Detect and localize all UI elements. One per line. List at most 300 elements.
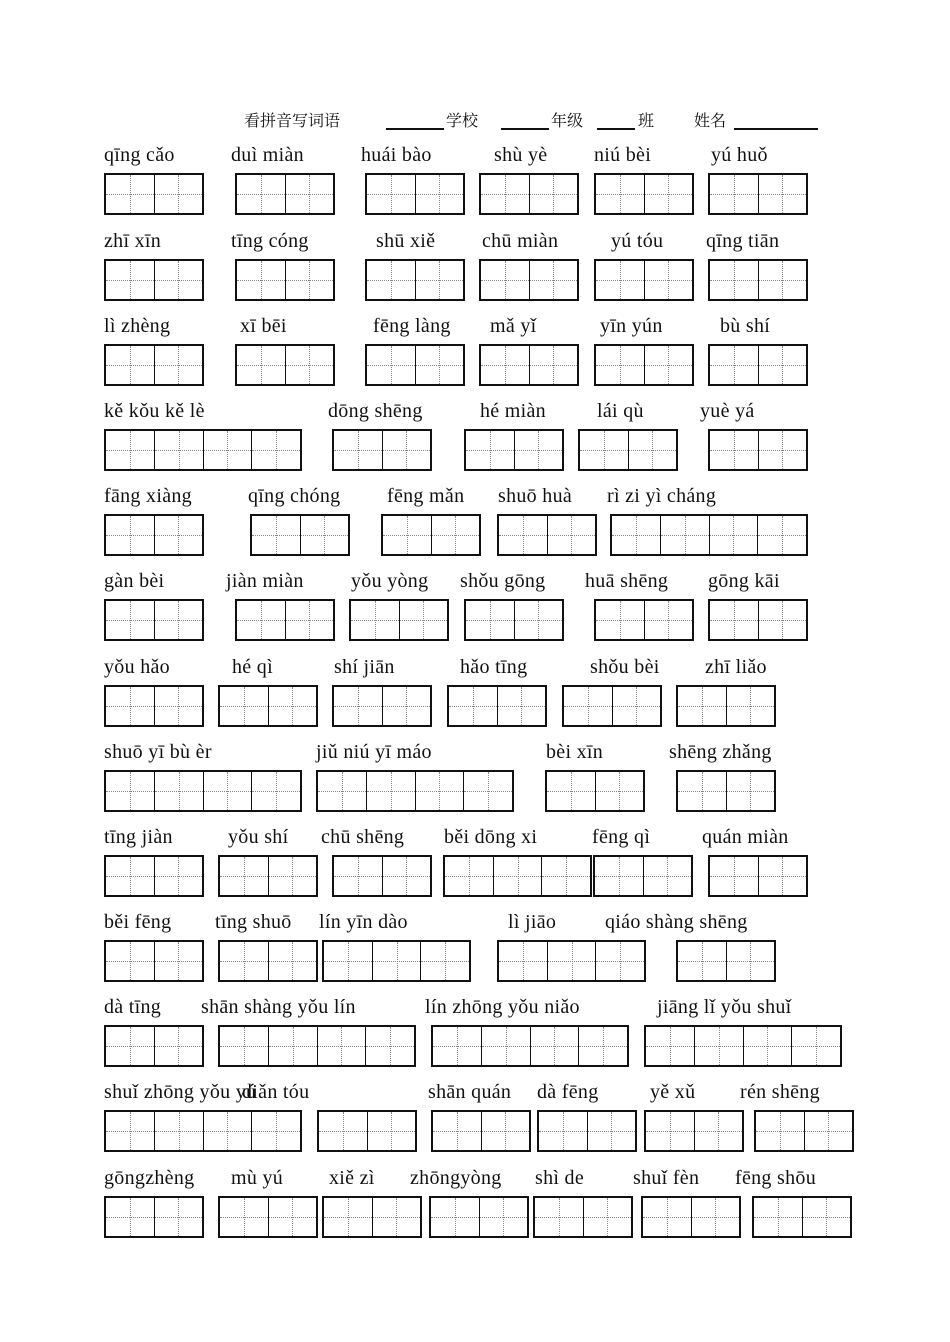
- tianzige-cell[interactable]: [541, 857, 590, 895]
- tianzige-cell[interactable]: [334, 431, 382, 469]
- tianzige-cell[interactable]: [529, 175, 578, 213]
- tianzige-cell[interactable]: [154, 687, 203, 725]
- tianzige-cell[interactable]: [154, 772, 203, 810]
- tianzige-cell[interactable]: [106, 1198, 154, 1236]
- pinyin-label: quán miàn: [702, 826, 789, 848]
- tianzige-group[interactable]: [610, 514, 808, 556]
- tianzige-cell[interactable]: [596, 346, 644, 384]
- tianzige-group[interactable]: [332, 855, 432, 897]
- tianzige-cell[interactable]: [237, 175, 285, 213]
- tianzige-cell[interactable]: [612, 687, 661, 725]
- tianzige-cell[interactable]: [268, 857, 317, 895]
- tianzige-cell[interactable]: [433, 1112, 481, 1150]
- tianzige-cell[interactable]: [220, 687, 268, 725]
- tianzige-cell[interactable]: [154, 175, 203, 213]
- tianzige-cell[interactable]: [756, 1112, 804, 1150]
- pinyin-label: zhī liǎo: [705, 656, 767, 678]
- tianzige-cell[interactable]: [367, 346, 415, 384]
- tianzige-cell[interactable]: [644, 346, 693, 384]
- pinyin-label: gōngzhèng: [104, 1167, 195, 1189]
- tianzige-cell[interactable]: [317, 1027, 366, 1065]
- tianzige-group[interactable]: [218, 940, 318, 982]
- tianzige-cell[interactable]: [220, 857, 268, 895]
- pinyin-label: huái bào: [361, 144, 432, 166]
- pinyin-label: kě kǒu kě lè: [104, 400, 205, 422]
- tianzige-cell[interactable]: [529, 261, 578, 299]
- tianzige-group[interactable]: [104, 1196, 204, 1238]
- tianzige-group[interactable]: [708, 855, 808, 897]
- tianzige-cell[interactable]: [530, 1027, 579, 1065]
- tianzige-cell[interactable]: [539, 1112, 587, 1150]
- pinyin-label: tīng cóng: [231, 230, 309, 252]
- tianzige-cell[interactable]: [445, 857, 493, 895]
- tianzige-cell[interactable]: [646, 1112, 694, 1150]
- tianzige-group[interactable]: [365, 344, 465, 386]
- class-blank[interactable]: [597, 128, 635, 130]
- tianzige-cell[interactable]: [285, 261, 334, 299]
- tianzige-cell[interactable]: [595, 857, 643, 895]
- tianzige-cell[interactable]: [106, 857, 154, 895]
- tianzige-group[interactable]: [365, 173, 465, 215]
- tianzige-cell[interactable]: [726, 687, 775, 725]
- tianzige-cell[interactable]: [268, 942, 317, 980]
- tianzige-group[interactable]: [479, 259, 579, 301]
- tianzige-group[interactable]: [104, 429, 302, 471]
- tianzige-cell[interactable]: [694, 1112, 743, 1150]
- tianzige-cell[interactable]: [351, 601, 399, 639]
- tianzige-group[interactable]: [104, 940, 204, 982]
- pinyin-label: gōng kāi: [708, 570, 780, 592]
- tianzige-cell[interactable]: [514, 431, 563, 469]
- tianzige-cell[interactable]: [499, 942, 547, 980]
- pinyin-label: lì jiāo: [508, 911, 557, 933]
- tianzige-group[interactable]: [322, 1196, 422, 1238]
- tianzige-cell[interactable]: [758, 175, 807, 213]
- tianzige-cell[interactable]: [106, 1112, 154, 1150]
- pinyin-label: fēng làng: [373, 315, 451, 337]
- tianzige-cell[interactable]: [535, 1198, 583, 1236]
- tianzige-cell[interactable]: [382, 857, 431, 895]
- tianzige-group[interactable]: [104, 344, 204, 386]
- tianzige-cell[interactable]: [220, 1198, 268, 1236]
- tianzige-cell[interactable]: [415, 772, 464, 810]
- tianzige-cell[interactable]: [449, 687, 497, 725]
- tianzige-cell[interactable]: [154, 601, 203, 639]
- pinyin-label: hé qì: [232, 656, 273, 678]
- pinyin-label: shǒu gōng: [460, 570, 546, 592]
- tianzige-cell[interactable]: [580, 431, 628, 469]
- tianzige-group[interactable]: [431, 1110, 531, 1152]
- pinyin-label: fēng mǎn: [387, 485, 465, 507]
- tianzige-cell[interactable]: [678, 942, 726, 980]
- tianzige-cell[interactable]: [106, 601, 154, 639]
- tianzige-cell[interactable]: [154, 1112, 203, 1150]
- pinyin-label: shēng zhǎng: [669, 741, 772, 763]
- tianzige-cell[interactable]: [367, 175, 415, 213]
- tianzige-cell[interactable]: [268, 1198, 317, 1236]
- tianzige-cell[interactable]: [106, 261, 154, 299]
- tianzige-cell[interactable]: [285, 346, 334, 384]
- tianzige-cell[interactable]: [758, 601, 807, 639]
- tianzige-cell[interactable]: [678, 687, 726, 725]
- pinyin-label: yě xǔ: [650, 1081, 696, 1103]
- tianzige-group[interactable]: [322, 940, 471, 982]
- tianzige-cell[interactable]: [420, 942, 469, 980]
- pinyin-label: shuǐ zhōng yǒu yú: [104, 1081, 257, 1103]
- tianzige-group[interactable]: [594, 344, 694, 386]
- tianzige-group[interactable]: [676, 685, 776, 727]
- tianzige-cell[interactable]: [203, 772, 252, 810]
- tianzige-cell[interactable]: [106, 942, 154, 980]
- pinyin-label: qiáo shàng shēng: [605, 911, 748, 933]
- tianzige-cell[interactable]: [481, 1027, 530, 1065]
- tianzige-cell[interactable]: [595, 772, 644, 810]
- tianzige-group[interactable]: [708, 173, 808, 215]
- tianzige-group[interactable]: [594, 259, 694, 301]
- tianzige-group[interactable]: [447, 685, 547, 727]
- tianzige-cell[interactable]: [431, 516, 480, 554]
- tianzige-group[interactable]: [317, 1110, 417, 1152]
- tianzige-group[interactable]: [332, 429, 432, 471]
- tianzige-cell[interactable]: [758, 431, 807, 469]
- tianzige-cell[interactable]: [529, 346, 578, 384]
- tianzige-cell[interactable]: [710, 431, 758, 469]
- tianzige-cell[interactable]: [791, 1027, 840, 1065]
- pinyin-label: yuè yá: [700, 400, 755, 422]
- tianzige-cell[interactable]: [463, 772, 512, 810]
- pinyin-label: lì zhèng: [104, 315, 171, 337]
- pinyin-label: shuō huà: [498, 485, 573, 507]
- tianzige-group[interactable]: [676, 770, 776, 812]
- tianzige-cell[interactable]: [710, 857, 758, 895]
- tianzige-cell[interactable]: [596, 261, 644, 299]
- tianzige-cell[interactable]: [372, 1198, 421, 1236]
- tianzige-cell[interactable]: [399, 601, 448, 639]
- name-blank[interactable]: [734, 128, 818, 130]
- tianzige-cell[interactable]: [694, 1027, 743, 1065]
- tianzige-cell[interactable]: [644, 175, 693, 213]
- pinyin-label: rén shēng: [740, 1081, 820, 1103]
- school-blank[interactable]: [386, 128, 444, 130]
- pinyin-label: hǎo tīng: [460, 656, 528, 678]
- tianzige-cell[interactable]: [203, 431, 252, 469]
- tianzige-cell[interactable]: [415, 175, 464, 213]
- tianzige-group[interactable]: [218, 685, 318, 727]
- tianzige-cell[interactable]: [106, 175, 154, 213]
- pinyin-label: lín zhōng yǒu niǎo: [425, 996, 580, 1018]
- tianzige-group[interactable]: [479, 173, 579, 215]
- tianzige-cell[interactable]: [366, 772, 415, 810]
- tianzige-cell[interactable]: [804, 1112, 853, 1150]
- tianzige-cell[interactable]: [547, 772, 595, 810]
- pinyin-label: fēng shōu: [735, 1167, 817, 1189]
- tianzige-cell[interactable]: [493, 857, 542, 895]
- tianzige-cell[interactable]: [237, 261, 285, 299]
- tianzige-group[interactable]: [104, 1110, 302, 1152]
- pinyin-label: lín yīn dào: [319, 911, 408, 933]
- tianzige-group[interactable]: [537, 1110, 637, 1152]
- tianzige-cell[interactable]: [319, 1112, 367, 1150]
- tianzige-cell[interactable]: [382, 687, 431, 725]
- tianzige-cell[interactable]: [499, 516, 547, 554]
- pinyin-label: shān quán: [428, 1081, 512, 1103]
- tianzige-cell[interactable]: [154, 346, 203, 384]
- tianzige-group[interactable]: [641, 1196, 741, 1238]
- tianzige-cell[interactable]: [154, 1027, 203, 1065]
- tianzige-group[interactable]: [752, 1196, 852, 1238]
- tianzige-cell[interactable]: [433, 1027, 481, 1065]
- tianzige-group[interactable]: [708, 259, 808, 301]
- tianzige-cell[interactable]: [324, 942, 372, 980]
- tianzige-group[interactable]: [104, 855, 204, 897]
- tianzige-group[interactable]: [218, 1196, 318, 1238]
- tianzige-cell[interactable]: [646, 1027, 694, 1065]
- tianzige-cell[interactable]: [154, 516, 203, 554]
- tianzige-cell[interactable]: [106, 516, 154, 554]
- tianzige-group[interactable]: [104, 599, 204, 641]
- tianzige-cell[interactable]: [564, 687, 612, 725]
- tianzige-cell[interactable]: [268, 687, 317, 725]
- tianzige-cell[interactable]: [367, 1112, 416, 1150]
- tianzige-cell[interactable]: [628, 431, 677, 469]
- tianzige-group[interactable]: [235, 599, 335, 641]
- tianzige-group[interactable]: [497, 940, 646, 982]
- tianzige-cell[interactable]: [802, 1198, 851, 1236]
- tianzige-cell[interactable]: [285, 175, 334, 213]
- tianzige-cell[interactable]: [324, 1198, 372, 1236]
- pinyin-label: niú bèi: [594, 144, 652, 166]
- pinyin-label: tīng shuō: [215, 911, 292, 933]
- tianzige-cell[interactable]: [710, 601, 758, 639]
- pinyin-label: qīng cǎo: [104, 144, 175, 166]
- worksheet-header: [0, 108, 950, 132]
- tianzige-cell[interactable]: [481, 346, 529, 384]
- tianzige-cell[interactable]: [587, 1112, 636, 1150]
- tianzige-group[interactable]: [464, 599, 564, 641]
- tianzige-group[interactable]: [349, 599, 449, 641]
- pinyin-label: dà tīng: [104, 996, 162, 1018]
- tianzige-group[interactable]: [104, 770, 302, 812]
- tianzige-cell[interactable]: [547, 516, 596, 554]
- tianzige-group[interactable]: [429, 1196, 529, 1238]
- tianzige-cell[interactable]: [154, 261, 203, 299]
- tianzige-cell[interactable]: [252, 516, 300, 554]
- tianzige-cell[interactable]: [251, 1112, 300, 1150]
- tianzige-cell[interactable]: [466, 601, 514, 639]
- tianzige-group[interactable]: [235, 173, 335, 215]
- pinyin-label: yǒu hǎo: [104, 656, 170, 678]
- tianzige-cell[interactable]: [382, 431, 431, 469]
- pinyin-label: běi dōng xi: [444, 826, 538, 848]
- pinyin-label: mù yú: [231, 1167, 284, 1189]
- tianzige-group[interactable]: [594, 599, 694, 641]
- pinyin-label: huā shēng: [585, 570, 669, 592]
- tianzige-group[interactable]: [464, 429, 564, 471]
- pinyin-label: yǒu shí: [228, 826, 289, 848]
- pinyin-label: lái qù: [597, 400, 644, 422]
- pinyin-label: shuǐ fèn: [633, 1167, 700, 1189]
- tianzige-group[interactable]: [316, 770, 514, 812]
- tianzige-group[interactable]: [250, 514, 350, 556]
- tianzige-cell[interactable]: [709, 516, 758, 554]
- tianzige-cell[interactable]: [383, 516, 431, 554]
- tianzige-cell[interactable]: [203, 1112, 252, 1150]
- tianzige-cell[interactable]: [466, 431, 514, 469]
- tianzige-group[interactable]: [578, 429, 678, 471]
- tianzige-group[interactable]: [545, 770, 645, 812]
- tianzige-cell[interactable]: [691, 1198, 740, 1236]
- tianzige-group[interactable]: [104, 514, 204, 556]
- tianzige-cell[interactable]: [237, 346, 285, 384]
- pinyin-label: shì de: [535, 1167, 585, 1189]
- pinyin-label: hé miàn: [480, 400, 546, 422]
- tianzige-cell[interactable]: [251, 772, 300, 810]
- tianzige-group[interactable]: [431, 1025, 629, 1067]
- pinyin-label: shū xiě: [376, 230, 436, 252]
- tianzige-group[interactable]: [644, 1025, 842, 1067]
- tianzige-cell[interactable]: [612, 516, 660, 554]
- tianzige-cell[interactable]: [644, 601, 693, 639]
- tianzige-cell[interactable]: [154, 857, 203, 895]
- name-label: 姓名: [694, 113, 727, 130]
- tianzige-cell[interactable]: [643, 857, 692, 895]
- tianzige-cell[interactable]: [154, 942, 203, 980]
- tianzige-cell[interactable]: [754, 1198, 802, 1236]
- tianzige-cell[interactable]: [237, 601, 285, 639]
- tianzige-cell[interactable]: [758, 261, 807, 299]
- tianzige-cell[interactable]: [106, 687, 154, 725]
- pinyin-label: bù shí: [720, 315, 771, 337]
- school-label: 学校: [446, 113, 479, 130]
- pinyin-label: shí jiān: [334, 656, 395, 678]
- tianzige-group[interactable]: [754, 1110, 854, 1152]
- tianzige-cell[interactable]: [220, 942, 268, 980]
- tianzige-cell[interactable]: [660, 516, 709, 554]
- tianzige-cell[interactable]: [300, 516, 349, 554]
- tianzige-cell[interactable]: [365, 1027, 414, 1065]
- tianzige-cell[interactable]: [106, 346, 154, 384]
- pinyin-label: zhōngyòng: [410, 1167, 502, 1189]
- tianzige-group[interactable]: [104, 173, 204, 215]
- tianzige-cell[interactable]: [372, 942, 421, 980]
- pinyin-label: yú huǒ: [711, 144, 768, 166]
- pinyin-label: jiàn miàn: [226, 570, 304, 592]
- tianzige-group[interactable]: [676, 940, 776, 982]
- tianzige-cell[interactable]: [481, 1112, 530, 1150]
- tianzige-cell[interactable]: [710, 175, 758, 213]
- tianzige-cell[interactable]: [547, 942, 596, 980]
- tianzige-group[interactable]: [365, 259, 465, 301]
- tianzige-group[interactable]: [104, 259, 204, 301]
- tianzige-cell[interactable]: [726, 772, 775, 810]
- pinyin-label: shǒu bèi: [590, 656, 660, 678]
- tianzige-cell[interactable]: [318, 772, 366, 810]
- pinyin-label: rì zi yì cháng: [607, 485, 717, 507]
- tianzige-group[interactable]: [235, 344, 335, 386]
- pinyin-label: duì miàn: [231, 144, 304, 166]
- tianzige-group[interactable]: [104, 685, 204, 727]
- tianzige-cell[interactable]: [481, 175, 529, 213]
- tianzige-group[interactable]: [708, 344, 808, 386]
- tianzige-cell[interactable]: [758, 346, 807, 384]
- tianzige-cell[interactable]: [431, 1198, 479, 1236]
- tianzige-group[interactable]: [443, 855, 592, 897]
- pinyin-label: mǎ yǐ: [490, 315, 537, 337]
- tianzige-cell[interactable]: [514, 601, 563, 639]
- tianzige-group[interactable]: [644, 1110, 744, 1152]
- pinyin-label: xī bēi: [240, 315, 287, 337]
- tianzige-cell[interactable]: [106, 772, 154, 810]
- tianzige-group[interactable]: [708, 599, 808, 641]
- tianzige-group[interactable]: [381, 514, 481, 556]
- pinyin-label: běi fēng: [104, 911, 172, 933]
- tianzige-cell[interactable]: [268, 1027, 317, 1065]
- grade-blank[interactable]: [501, 128, 549, 130]
- tianzige-group[interactable]: [497, 514, 597, 556]
- tianzige-cell[interactable]: [481, 261, 529, 299]
- tianzige-cell[interactable]: [415, 346, 464, 384]
- tianzige-cell[interactable]: [644, 261, 693, 299]
- pinyin-label: gàn bèi: [104, 570, 165, 592]
- tianzige-cell[interactable]: [583, 1198, 632, 1236]
- tianzige-group[interactable]: [593, 855, 693, 897]
- tianzige-cell[interactable]: [367, 261, 415, 299]
- tianzige-cell[interactable]: [743, 1027, 792, 1065]
- tianzige-cell[interactable]: [578, 1027, 627, 1065]
- tianzige-group[interactable]: [594, 173, 694, 215]
- worksheet-title: 看拼音写词语: [244, 113, 341, 130]
- tianzige-cell[interactable]: [251, 431, 300, 469]
- tianzige-cell[interactable]: [710, 346, 758, 384]
- tianzige-cell[interactable]: [497, 687, 546, 725]
- tianzige-cell[interactable]: [726, 942, 775, 980]
- tianzige-group[interactable]: [479, 344, 579, 386]
- class-label: 班: [638, 113, 655, 130]
- tianzige-group[interactable]: [104, 1025, 204, 1067]
- pinyin-label: shuō yī bù èr: [104, 741, 212, 763]
- tianzige-group[interactable]: [533, 1196, 633, 1238]
- tianzige-cell[interactable]: [334, 857, 382, 895]
- tianzige-cell[interactable]: [479, 1198, 528, 1236]
- pinyin-label: jiǔ niú yī máo: [316, 741, 432, 763]
- tianzige-cell[interactable]: [106, 431, 154, 469]
- pinyin-label: fēng qì: [592, 826, 651, 848]
- tianzige-cell[interactable]: [596, 175, 644, 213]
- tianzige-cell[interactable]: [710, 261, 758, 299]
- tianzige-cell[interactable]: [595, 942, 644, 980]
- tianzige-group[interactable]: [235, 259, 335, 301]
- tianzige-group[interactable]: [218, 1025, 416, 1067]
- tianzige-group[interactable]: [562, 685, 662, 727]
- tianzige-cell[interactable]: [154, 1198, 203, 1236]
- tianzige-cell[interactable]: [154, 431, 203, 469]
- tianzige-cell[interactable]: [334, 687, 382, 725]
- tianzige-group[interactable]: [332, 685, 432, 727]
- tianzige-cell[interactable]: [643, 1198, 691, 1236]
- tianzige-cell[interactable]: [285, 601, 334, 639]
- tianzige-cell[interactable]: [678, 772, 726, 810]
- tianzige-cell[interactable]: [106, 1027, 154, 1065]
- tianzige-cell[interactable]: [220, 1027, 268, 1065]
- tianzige-cell[interactable]: [596, 601, 644, 639]
- tianzige-cell[interactable]: [758, 857, 807, 895]
- tianzige-group[interactable]: [218, 855, 318, 897]
- pinyin-label: jiāng lǐ yǒu shuǐ: [657, 996, 792, 1018]
- tianzige-cell[interactable]: [415, 261, 464, 299]
- tianzige-group[interactable]: [708, 429, 808, 471]
- pinyin-label: dà fēng: [537, 1081, 599, 1103]
- tianzige-cell[interactable]: [757, 516, 806, 554]
